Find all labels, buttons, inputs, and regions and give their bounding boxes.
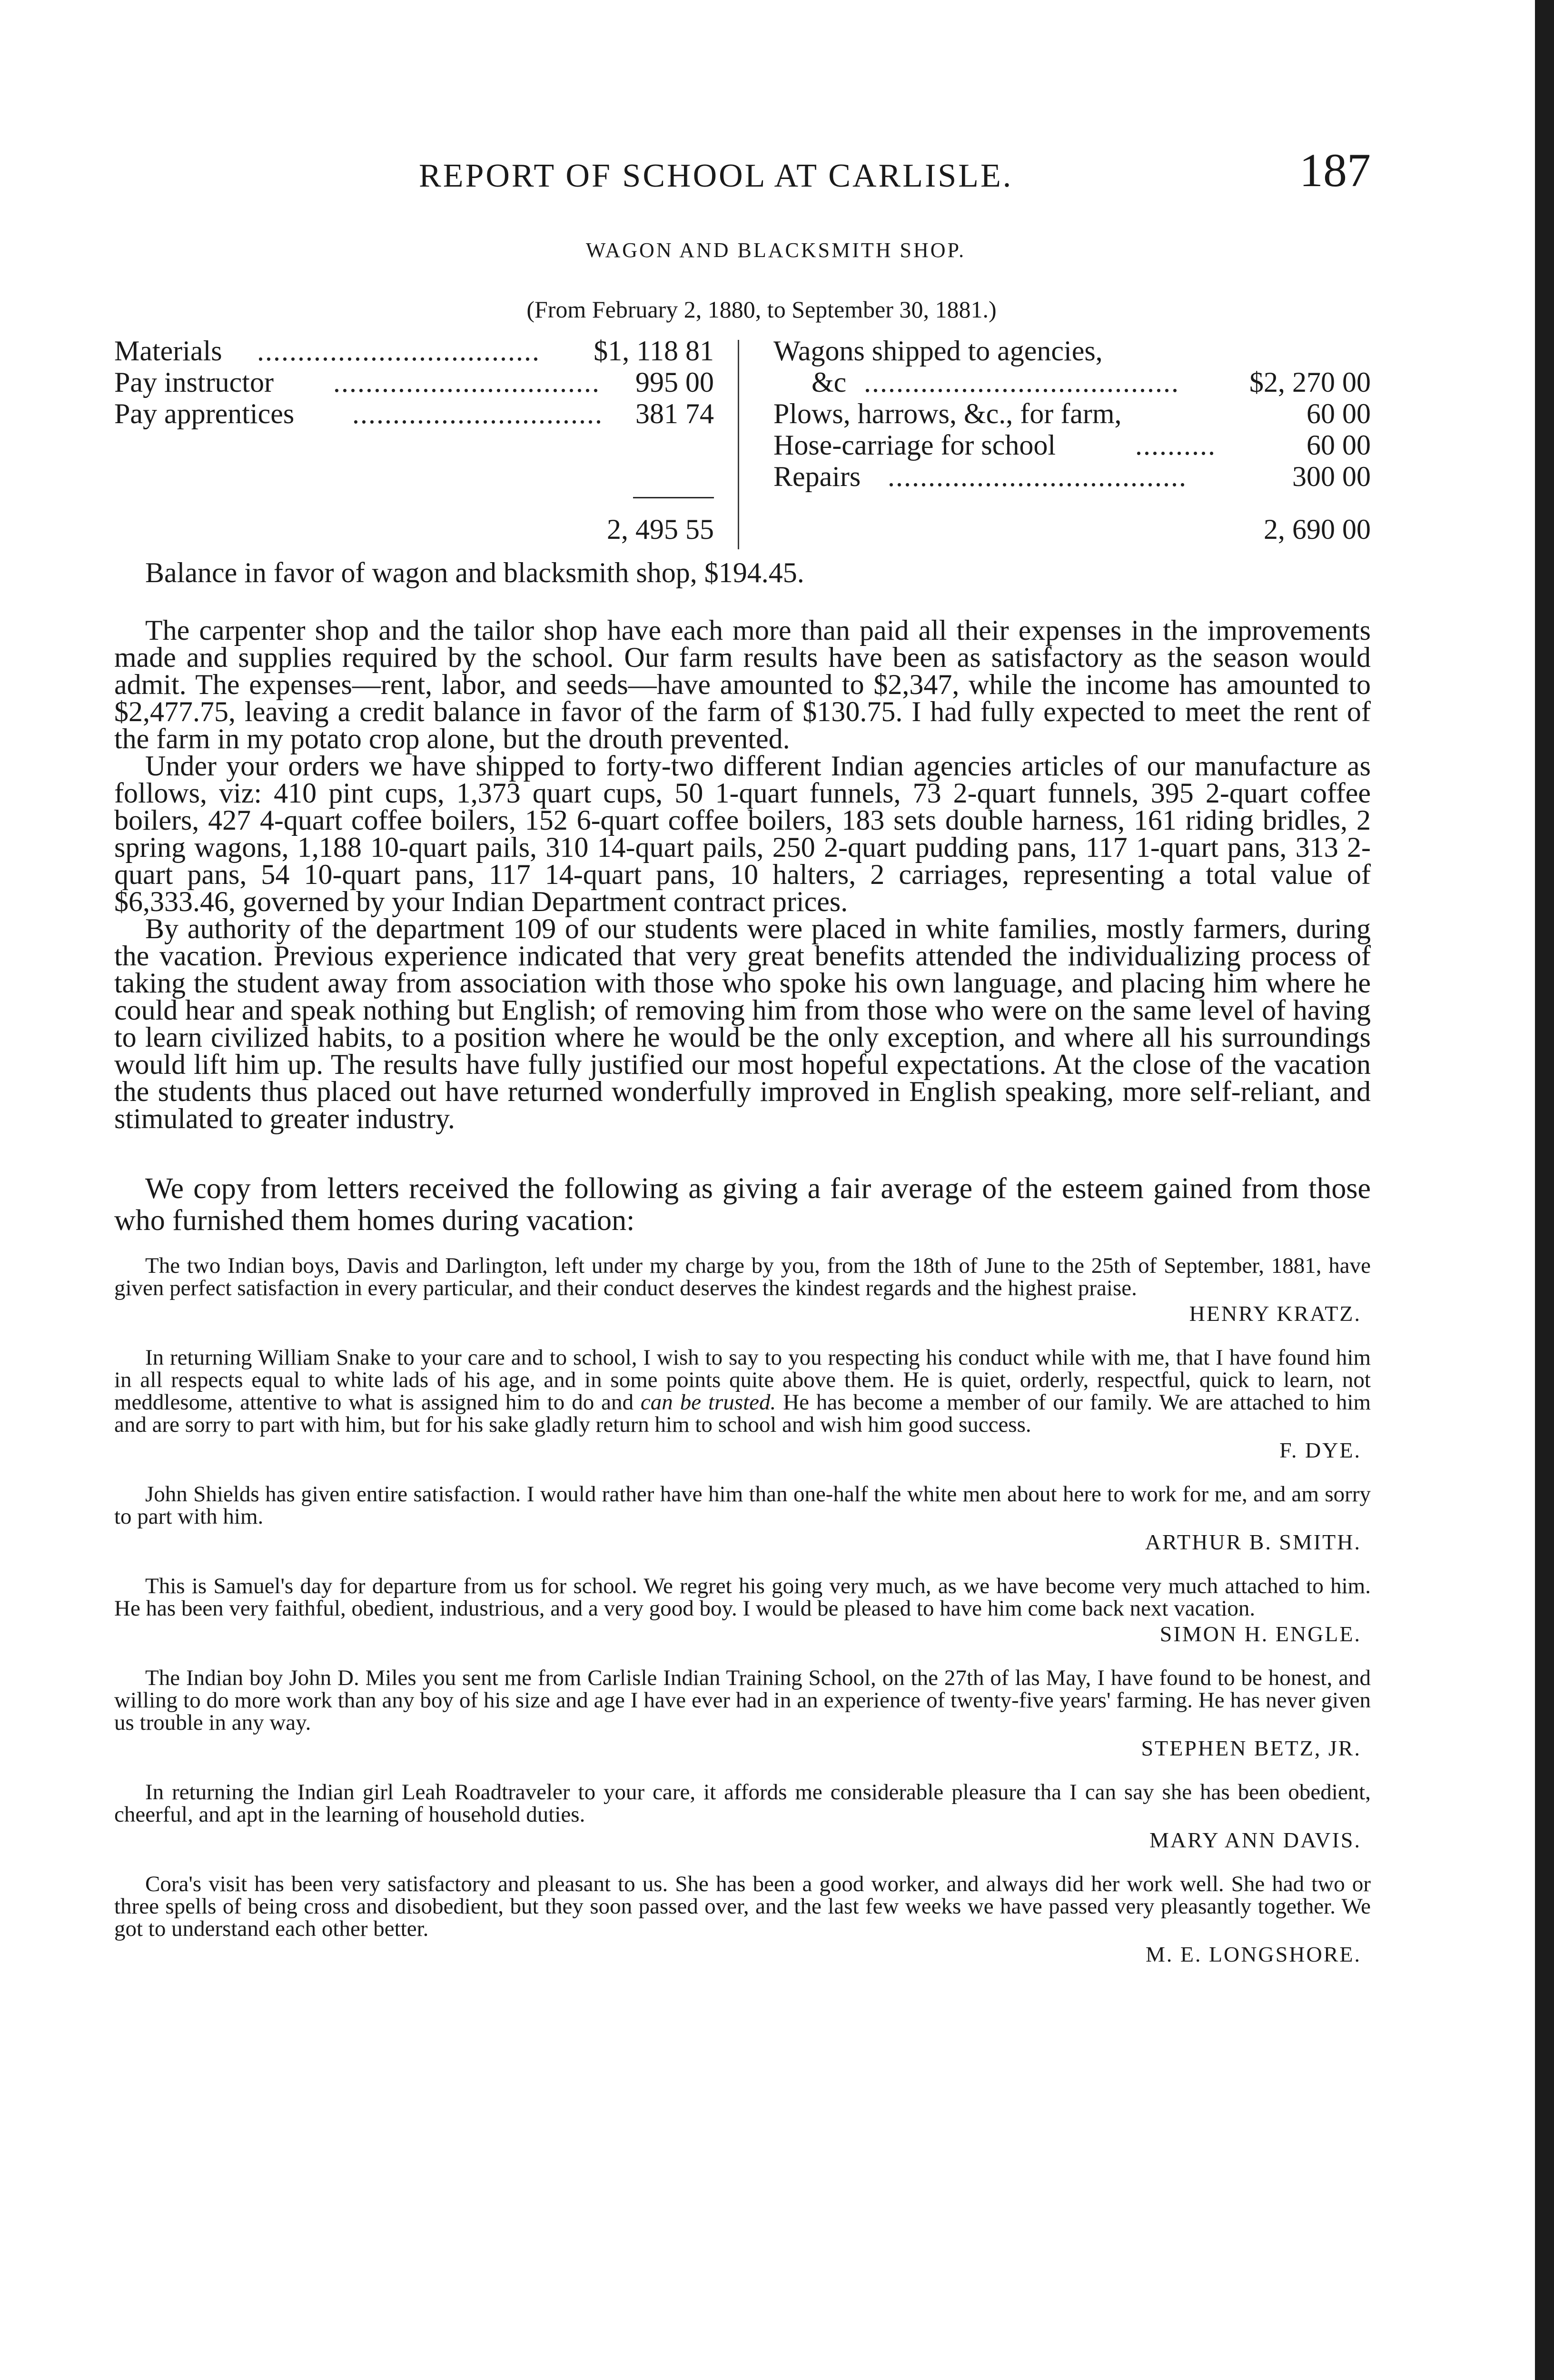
letter-text-part: He has become a member of our family. We are attached to him and are sorry to part with him, but for his sake gladly return him to school and wish him good success. [114, 1390, 1371, 1437]
credit-amount: $2, 270 00 [1249, 367, 1371, 398]
debit-column [114, 335, 714, 429]
letter [114, 1781, 1371, 1851]
letter-signature: M. E. LONGSHORE. [1145, 1942, 1361, 1966]
letter-signature: F. DYE. [1279, 1438, 1361, 1462]
debit-total: 2, 495 55 [607, 514, 714, 545]
credit-amount: 60 00 [1307, 429, 1371, 461]
debit-amount: 995 00 [635, 367, 714, 398]
letter-signature: SIMON H. ENGLE. [1159, 1622, 1361, 1646]
credit-label: Plows, harrows, &c., for farm, [773, 398, 1122, 429]
debit-row [114, 367, 714, 398]
letter-signature: ARTHUR B. SMITH. [1145, 1530, 1361, 1554]
letter-text-part: In returning William Snake to your care and to school, I wish to say to you respecting his conduct while with me, that I have found him in all respects equal to white lads of his age, and in some points quite above them. He is quiet, orderly, respectful, quick to learn, not meddlesome, attentive to what is assigned him to do and [114, 1345, 1371, 1415]
letter-text [114, 1347, 1371, 1436]
letter [114, 1575, 1371, 1645]
credit-label: &c [812, 367, 847, 398]
credit-amount: 300 00 [1292, 461, 1371, 492]
section-subtitle: (From February 2, 1880, to September 30, 1881.) [526, 296, 997, 323]
total-rule [633, 497, 714, 498]
credit-total: 2, 690 00 [1264, 514, 1371, 545]
letter-text: The two Indian boys, Davis and Darlington, left under my charge by you, from the 18th of June to the 25th of September, 1881, have given perfect satisfaction in every particular, and their conduct deserves the kindest regards and the highest praise. [114, 1253, 1371, 1300]
letter-signature: STEPHEN BETZ, JR. [1141, 1736, 1361, 1760]
column-divider [738, 340, 739, 549]
debit-label: Pay instructor [114, 367, 274, 398]
letter [114, 1347, 1371, 1461]
paragraph: The carpenter shop and the tailor shop have each more than paid all their expenses in the improvements made and supplies required by the school. Our farm results have been as satisfactory as the season would admit. The expenses—rent, labor, and seeds—have amounted to $2,347, while the income has amounted to $2,477.75, leaving a credit balance in favor of the farm of $130.75. I had fully expected to meet the rent of the farm in my potato crop alone, but the drouth prevented. [114, 615, 1371, 754]
letter-text: In returning the Indian girl Leah Roadtraveler to your care, it affords me considerable pleasure tha I can say she has been obedient, cheerful, and apt in the learning of household duties. [114, 1780, 1371, 1827]
running-title: REPORT OF SCHOOL AT CARLISLE. [419, 158, 1013, 194]
page-number: 187 [1299, 144, 1371, 197]
letter-text: The Indian boy John D. Miles you sent me from Carlisle Indian Training School, on the 27th of las May, I have found to be honest, and willing to do more work than any boy of his size and age I have ever had in an experience of twenty-five years' farming. He has never given us trouble in any way. [114, 1666, 1371, 1735]
account-table [114, 335, 1371, 552]
credit-row [773, 335, 1371, 367]
balance-line: Balance in favor of wagon and blacksmith shop, $194.45. [145, 557, 804, 588]
letter-emphasis: can be trusted. [640, 1390, 776, 1415]
credit-label: Wagons shipped to agencies, [773, 335, 1103, 367]
debit-label: Pay apprentices [114, 398, 295, 429]
debit-row [114, 335, 714, 367]
leader-dots: ....................................... [864, 367, 1179, 398]
credit-row [773, 367, 1371, 398]
debit-amount: $1, 118 81 [594, 335, 714, 367]
document-page [114, 143, 1371, 1987]
paragraph: Under your orders we have shipped to forty-two different Indian agencies articles of our manufacture as follows, viz: 410 pint cups, 1,373 quart cups, 50 1-quart funnels, 73 2-quart funnels, 395 2-quart coffee boilers, 427 4-quart coffee boilers, 152 6-quart coffee boilers, 183 sets double harness, 161 riding bridles, 2 spring wagons, 1,188 10-quart pails, 310 14-quart pails, 250 2-quart pudding pans, 117 1-quart pans, 313 2-quart pans, 54 10-quart pans, 117 14-quart pans, 10 halters, 2 carriages, representing a total value of $6,333.46, governed by your Indian Department contract prices. [114, 750, 1371, 917]
credit-column [773, 335, 1371, 492]
report-body [114, 617, 1371, 1132]
credit-row [773, 398, 1371, 429]
letter [114, 1255, 1371, 1325]
paragraph: By authority of the department 109 of our students were placed in white families, mostly farmers, during the vacation. Previous experience indicated that very great benefits attended the individualizing process of taking the student away from association with those who spoke his own language, and placing him where he could hear and speak nothing but English; of removing him from those who were on the same level of having to learn civilized habits, to a position where he would be the only exception, and where all his surroundings would lift him up. The results have fully justified our most hopeful expectations. At the close of the vacation the students thus placed out have returned wonderfully improved in English speaking, more self-reliant, and stimulated to greater industry. [114, 913, 1371, 1134]
running-head [114, 143, 1371, 205]
letter-signature: MARY ANN DAVIS. [1149, 1828, 1361, 1852]
letter-text: This is Samuel's day for departure from us for school. We regret his going very much, as we have become very much attached to him. He has been very faithful, obedient, industrious, and a very good boy. I would be pleased to have him come back next vacation. [114, 1574, 1371, 1621]
leader-dots: .......... [1135, 429, 1216, 461]
credit-label: Hose-carriage for school [773, 429, 1056, 461]
debit-amount: 381 74 [635, 398, 714, 429]
credit-row [773, 461, 1371, 492]
letter-text: John Shields has given entire satisfaction. I would rather have him than one-half the white men about here to work for me, and am sorry to part with him. [114, 1482, 1371, 1529]
leader-dots: ................................. [333, 367, 600, 398]
letters-list [114, 1255, 1371, 1965]
credit-label: Repairs [773, 461, 861, 492]
letter-text: Cora's visit has been very satisfactory and pleasant to us. She has been a good worker, and always did her work well. She had two or three spells of being cross and disobedient, but they soon passed over, and the last few weeks we have passed very pleasantly together. We got to understand each other better. [114, 1872, 1371, 1941]
leader-dots: ..................................... [888, 461, 1187, 492]
letter [114, 1667, 1371, 1759]
scan-border [1535, 0, 1554, 2380]
section-title: WAGON AND BLACKSMITH SHOP. [585, 238, 966, 262]
letter [114, 1483, 1371, 1553]
letter-signature: HENRY KRATZ. [1189, 1301, 1361, 1326]
letters-intro [114, 1173, 1371, 1237]
leader-dots: ................................... [257, 335, 540, 367]
intro-paragraph: We copy from letters received the following as giving a fair average of the esteem gained from those who furnished them homes during vacation: [114, 1172, 1371, 1237]
credit-row [773, 429, 1371, 461]
debit-row [114, 398, 714, 429]
leader-dots: ............................... [352, 398, 603, 429]
credit-amount: 60 00 [1307, 398, 1371, 429]
letter [114, 1873, 1371, 1965]
debit-label: Materials [114, 335, 222, 367]
